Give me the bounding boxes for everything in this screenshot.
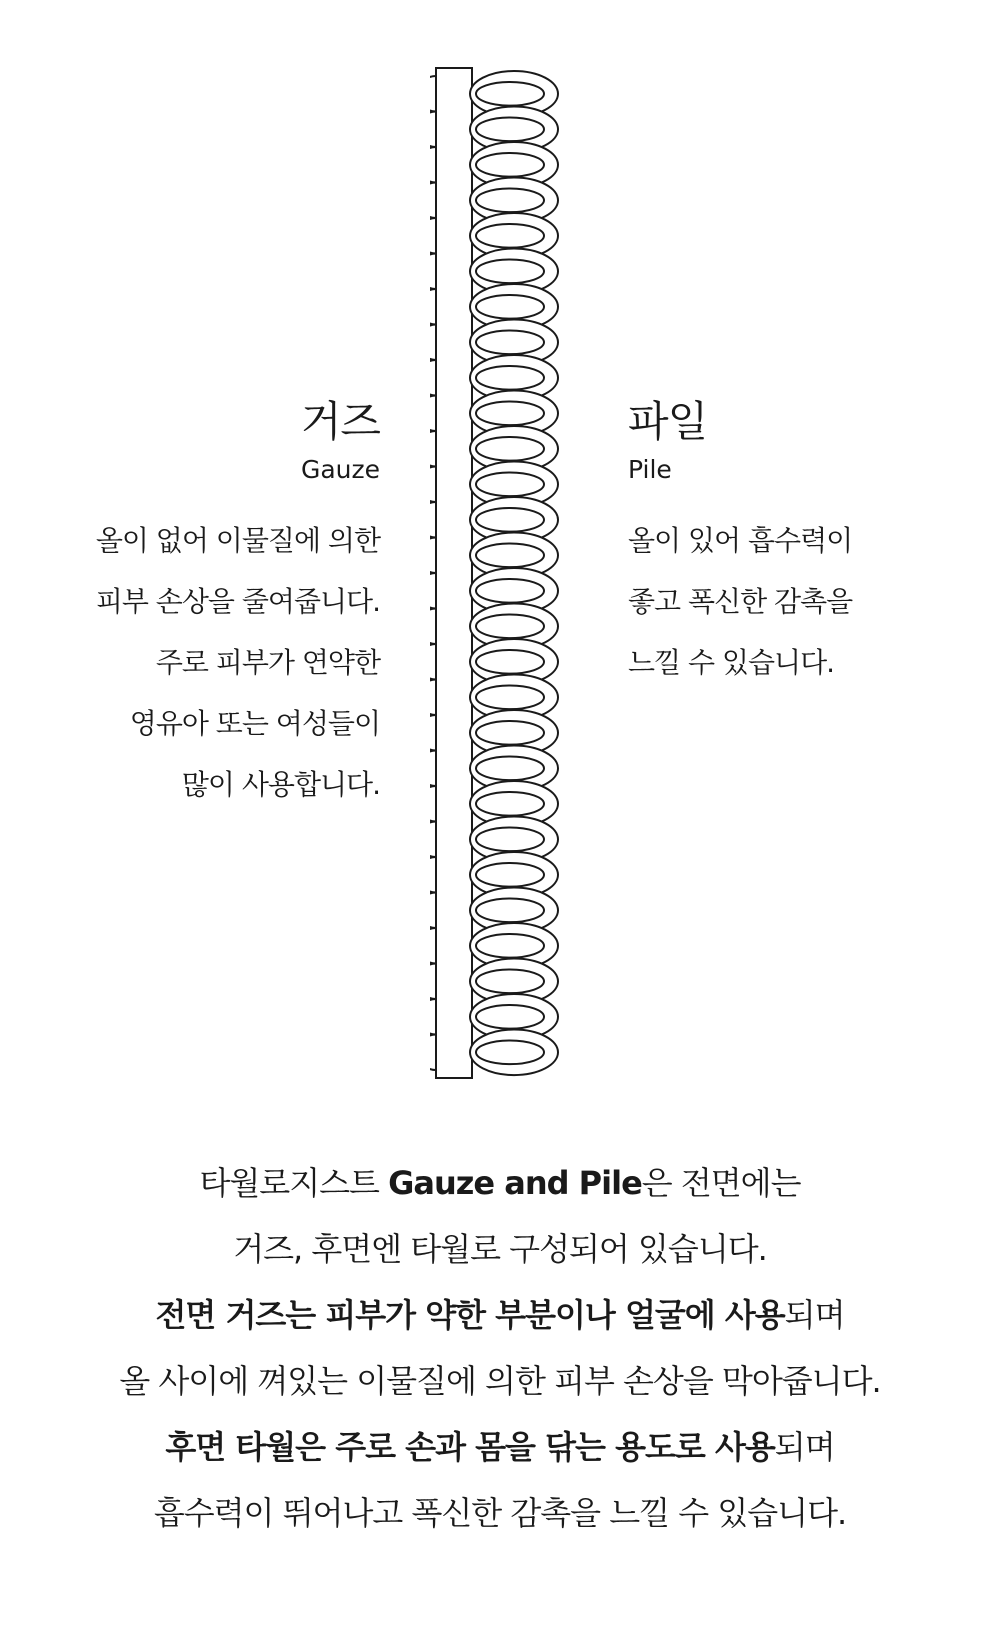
pile-desc-line: 좋고 폭신한 감촉을: [628, 585, 853, 618]
gauze-desc-line: 많이 사용합니다.: [181, 768, 380, 801]
fabric-base-layer: [436, 68, 472, 1078]
pile-loops: [470, 71, 558, 1075]
pile-title: 파일: [628, 397, 708, 446]
bottom-description: [0, 1150, 1000, 1546]
pile-subtitle: Pile: [628, 455, 672, 484]
pile-description: [628, 510, 968, 693]
bottom-line-1: [0, 1150, 1000, 1216]
bottom-line-3-rest: 되며: [784, 1296, 845, 1334]
bottom-line-5-rest: 되며: [774, 1428, 835, 1466]
gauze-description: [40, 510, 380, 815]
gauze-section: [40, 398, 380, 815]
gauze-desc-line: 영유아 또는 여성들이: [129, 707, 380, 740]
bottom-line-2: 거즈, 후면엔 타월로 구성되어 있습니다.: [233, 1230, 767, 1268]
bottom-line-6: 흡수력이 뛰어나고 폭신한 감촉을 느낄 수 있습니다.: [153, 1494, 847, 1532]
bottom-line-1-suffix: 은 전면에는: [641, 1164, 801, 1202]
bottom-line-3-bold: 전면 거즈는 피부가 약한 부분이나 얼굴에 사용: [155, 1296, 785, 1334]
fabric-cross-section-diagram: [430, 60, 590, 1090]
bottom-line-1-prefix: 타월로지스트: [199, 1164, 389, 1202]
bottom-line-3: [0, 1282, 1000, 1348]
pile-desc-line: 올이 있어 흡수력이: [628, 524, 853, 557]
gauze-desc-line: 주로 피부가 연약한: [155, 646, 380, 679]
pile-section: [628, 398, 968, 693]
product-name: Gauze and Pile: [388, 1164, 642, 1202]
bottom-line-5: [0, 1414, 1000, 1480]
gauze-desc-line: 올이 없어 이물질에 의한: [95, 524, 380, 557]
gauze-subtitle: Gauze: [300, 455, 380, 484]
bottom-line-5-bold: 후면 타월은 주로 손과 몸을 닦는 용도로 사용: [165, 1428, 775, 1466]
gauze-title: 거즈: [300, 397, 380, 446]
pile-desc-line: 느낄 수 있습니다.: [628, 646, 835, 679]
bottom-line-4: 올 사이에 껴있는 이물질에 의한 피부 손상을 막아줍니다.: [119, 1362, 881, 1400]
gauze-desc-line: 피부 손상을 줄여줍니다.: [95, 585, 380, 618]
